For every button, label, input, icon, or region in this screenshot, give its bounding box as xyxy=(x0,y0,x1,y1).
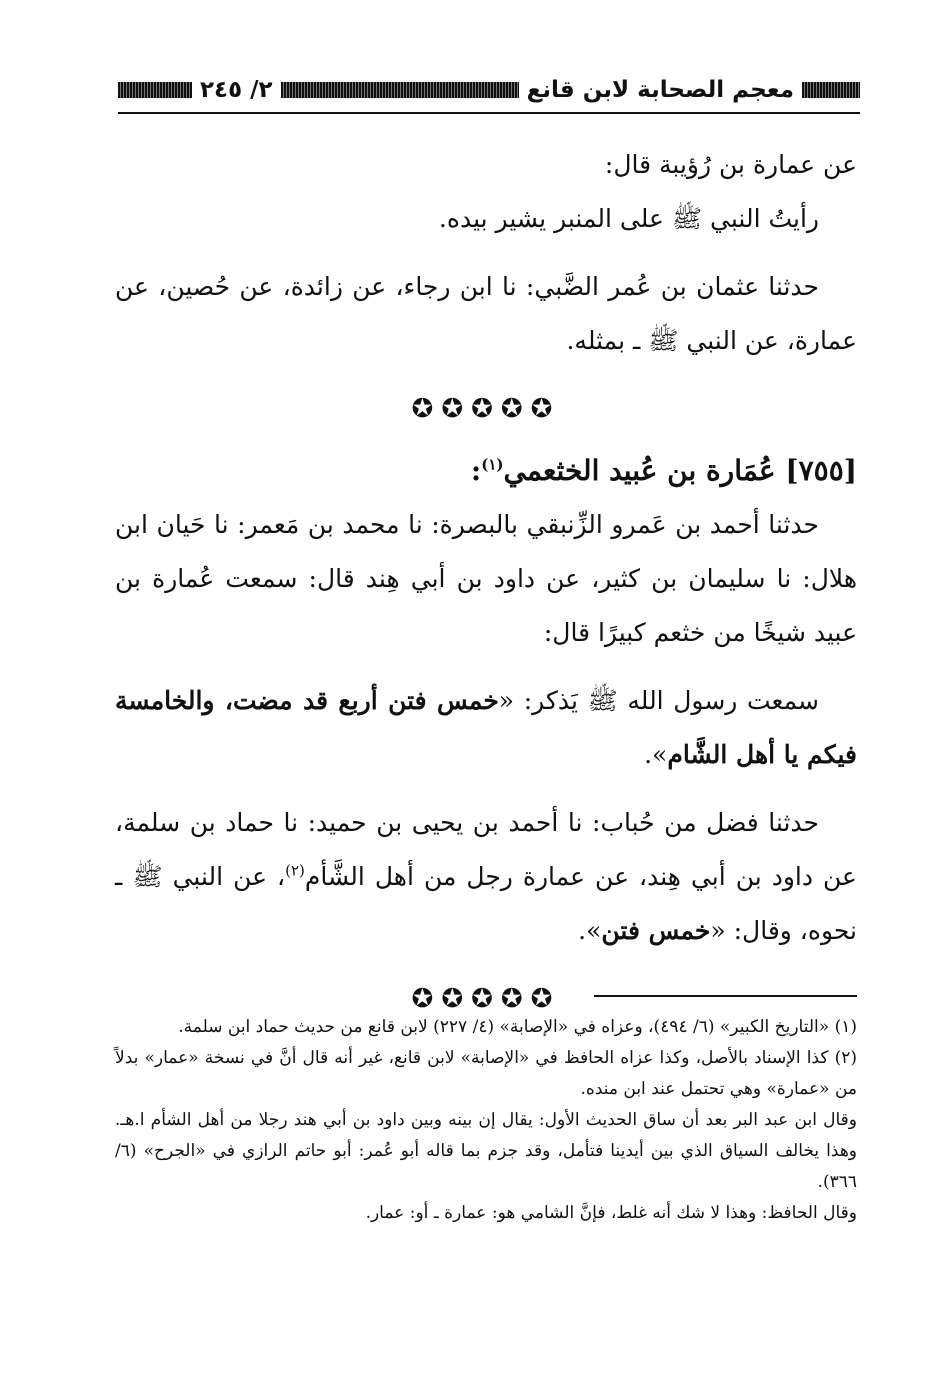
hadith-paragraph xyxy=(115,674,857,782)
hadith-text: رأيتُ النبي ﷺ على المنبر يشير بيده. xyxy=(438,204,819,233)
entry-colon: : xyxy=(470,454,482,487)
isnad-paragraph xyxy=(115,796,857,958)
isnad-paragraph: حدثنا أحمد بن عَمرو الزِّنبقي بالبصرة: نا محمد بن مَعمر: نا حَيان ابن هلال: نا سليمان بن كثير، عن داود بن أبي هِند قال: سمعت عُمارة بن عبيد شيخًا من خثعم كبيرًا قال: xyxy=(115,510,857,647)
text-run: ». xyxy=(644,740,668,769)
header-ornament-bar xyxy=(802,82,860,98)
footnote-rule xyxy=(594,995,857,997)
page-number: ٢/ ٢٤٥ xyxy=(200,77,273,103)
text-run: سمعت رسول الله ﷺ يَذكر: « xyxy=(498,686,820,715)
footnote-ref: (١) xyxy=(481,455,504,474)
text-line: عن عمارة بن رُؤيبة قال: xyxy=(604,150,857,179)
header-ornament-bar xyxy=(118,82,192,98)
footnote-2-continued: وقال الحافظ: وهذا لا شك أنه غلط، فإنَّ الشامي هو: عمارة ـ أو: عمار. xyxy=(365,1203,857,1223)
page-header xyxy=(118,70,860,110)
footnote-ref: (٢) xyxy=(285,861,305,880)
section-separator: ✪✪✪✪✪ xyxy=(411,984,561,1014)
footnotes xyxy=(115,1012,857,1229)
text-run: حدثنا فضل من حُباب: نا أحمد بن يحيى بن حميد: نا حماد بن سلمة، عن داود بن أبي هِند، عن عمارة رجل من أهل الشَّأم xyxy=(115,808,857,891)
header-ornament-bar xyxy=(281,82,519,98)
book-title: معجم الصحابة لابن قانع xyxy=(526,77,794,103)
section-separator: ✪✪✪✪✪ xyxy=(411,394,561,424)
footnote-2-continued: وقال ابن عبد البر بعد أن ساق الحديث الأول: يقال إن بينه وبين داود بن أبي هند رجلا من أهل الشأم ا.هـ. وهذا يخالف السياق الذي بين أيدينا فتأمل، وقد جزم بما قاله أبو عُمر: أبو حاتم الرازي في «الجرح» (٦/ ٣٦٦). xyxy=(115,1110,857,1192)
footnote-2: (٢) كذا الإسناد بالأصل، وكذا عزاه الحافظ في «الإصابة» لابن قانع، غير أنه قال أنَّ في نسخة «عمار» بدلاً من «عمارة» وهي تحتمل عند ابن منده. xyxy=(115,1048,857,1099)
hadith-quote: خمس فتن أربع قد مضت، والخامسة فيكم يا أهل الشَّام xyxy=(115,686,857,769)
main-text xyxy=(115,138,857,1034)
entry-title: [٧٥٥] عُمَارة بن عُبيد الخثعمي xyxy=(503,454,857,487)
text-run: ، عن النبي ﷺ ـ نحوه، وقال: « xyxy=(115,862,857,945)
hadith-quote: خمس فتن xyxy=(601,916,711,945)
header-rule xyxy=(118,112,860,114)
text-run: ». xyxy=(578,916,602,945)
isnad-paragraph: حدثنا عثمان بن عُمر الضَّبي: نا ابن رجاء، عن زائدة، عن حُصين، عن عمارة، عن النبي ﷺ ـ بمثله. xyxy=(115,272,857,355)
footnote-1: (١) «التاريخ الكبير» (٦/ ٤٩٤)، وعزاه في «الإصابة» (٤/ ٢٢٧) لابن قانع من حديث حماد ابن سلمة. xyxy=(178,1017,857,1037)
entry-heading xyxy=(115,444,857,498)
